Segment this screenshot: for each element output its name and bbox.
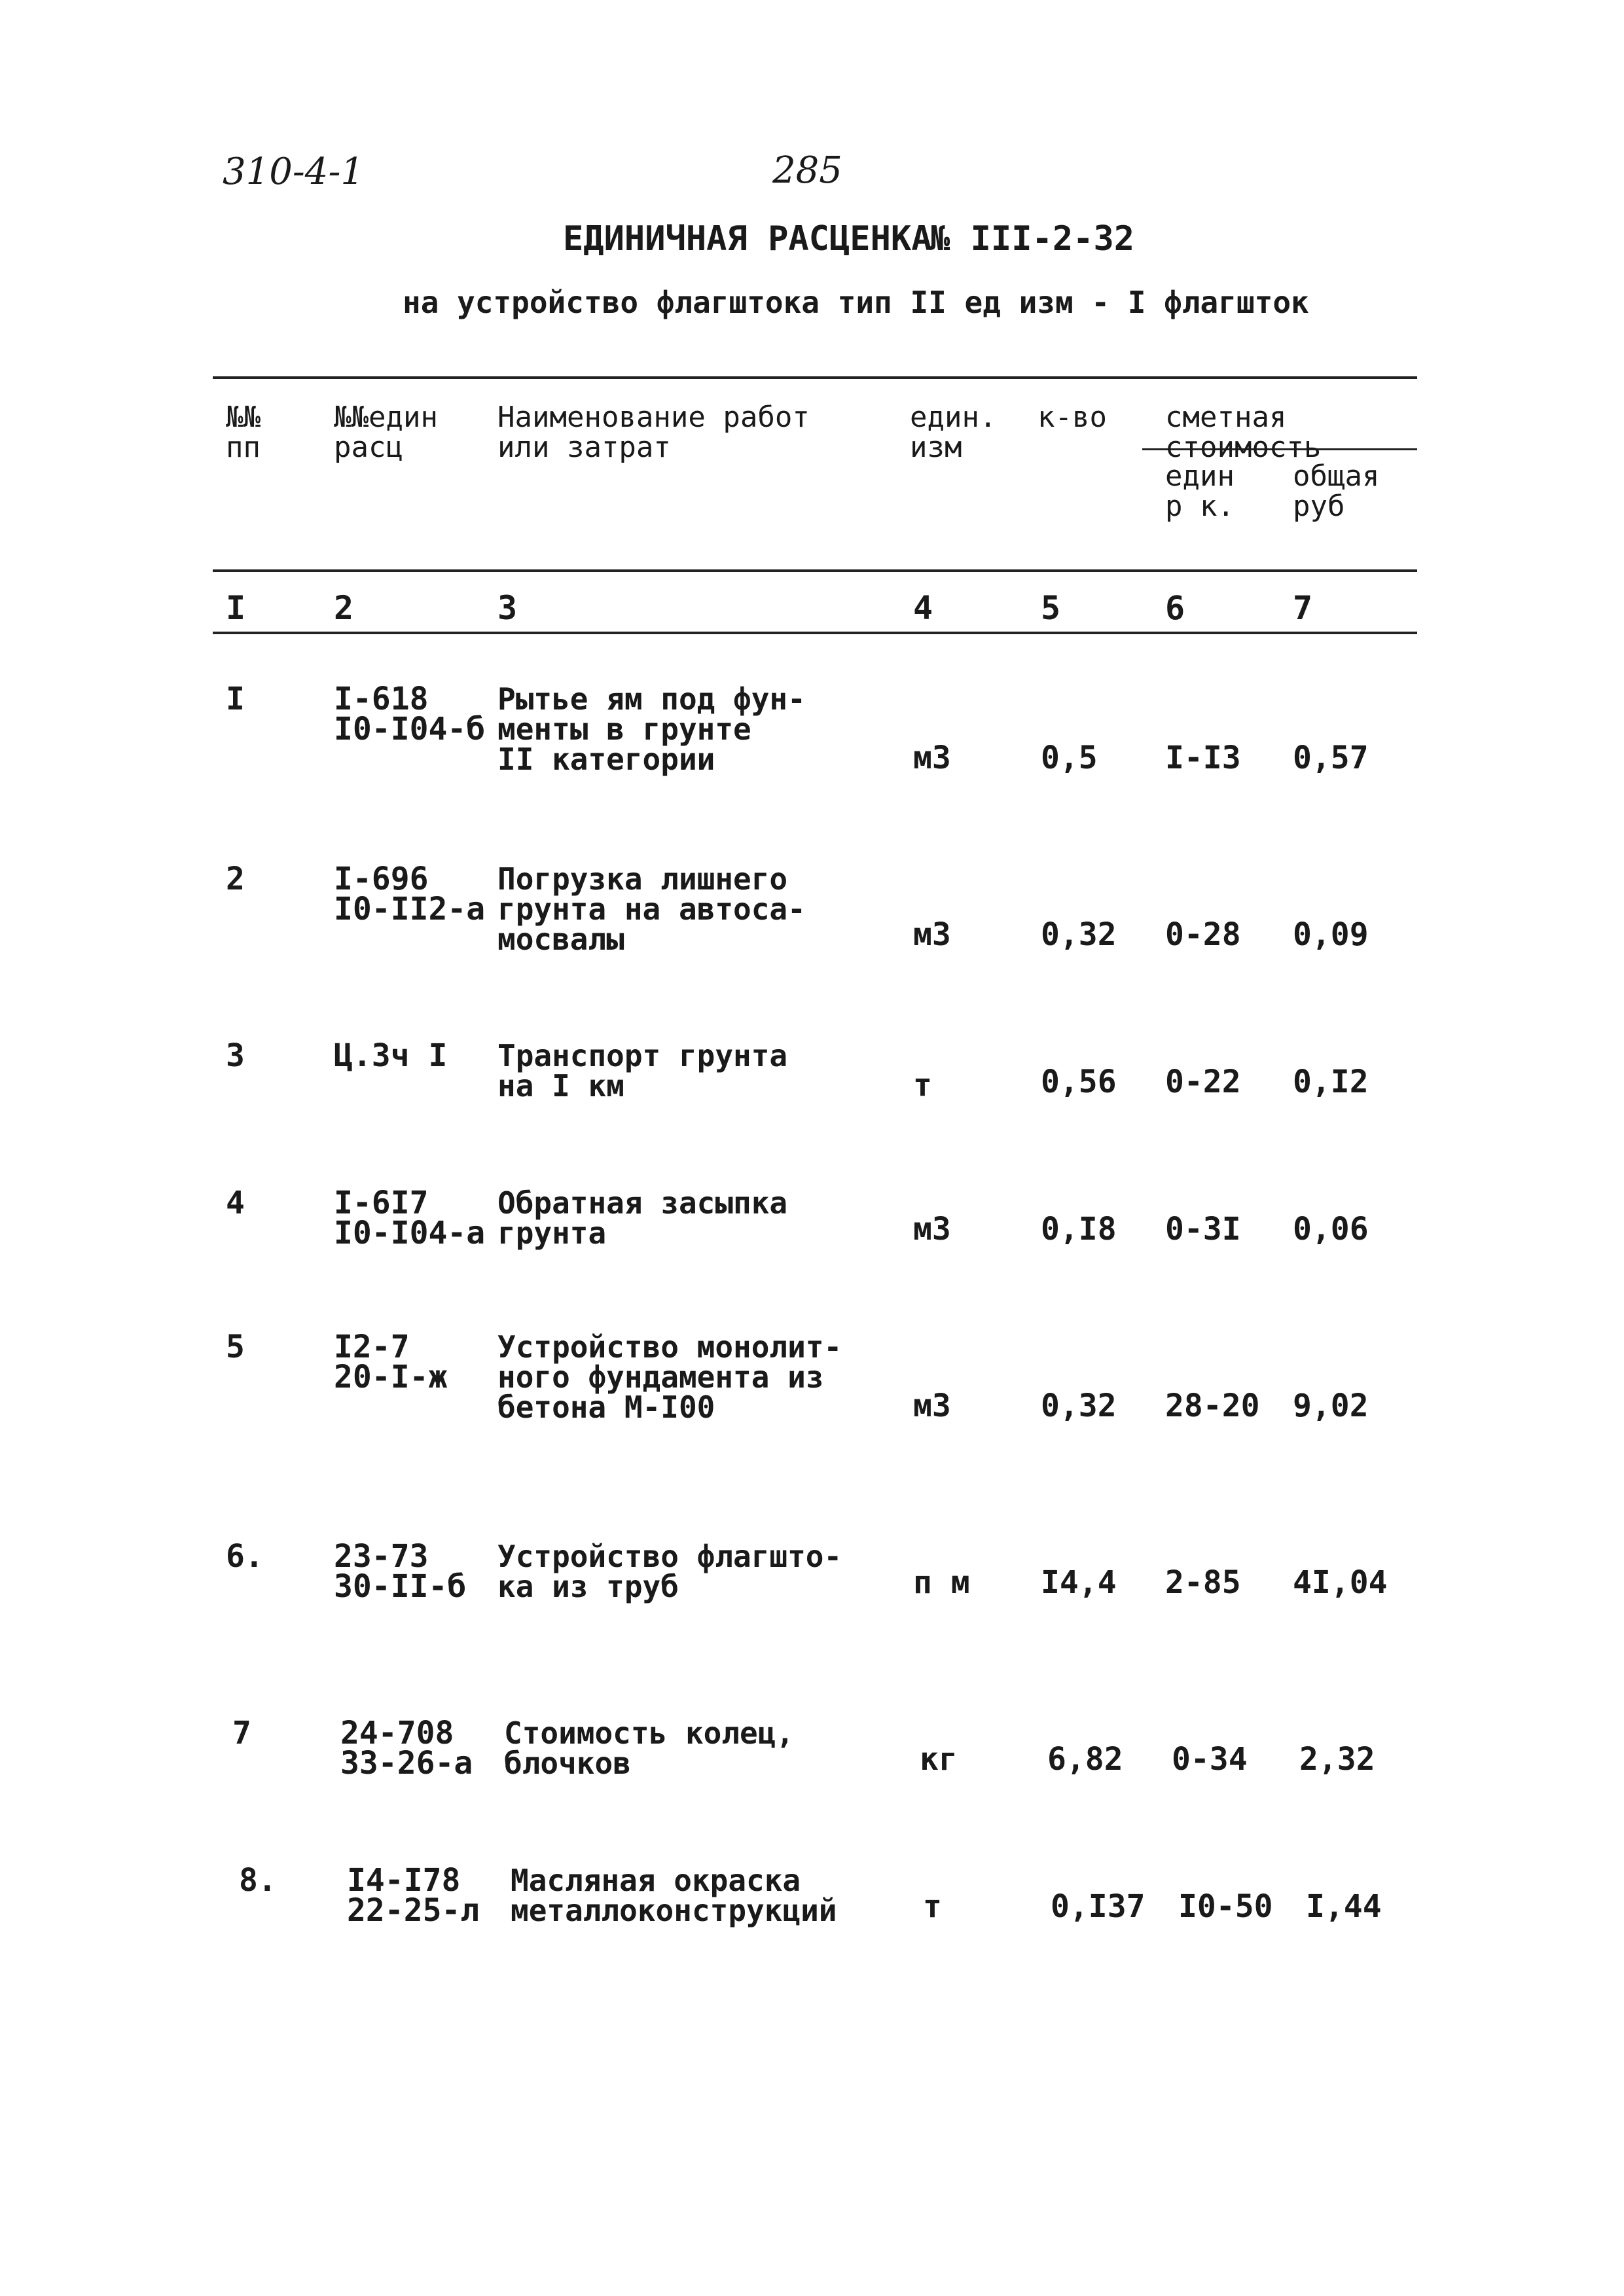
page-number: 285	[772, 149, 842, 192]
column-number: 7	[1293, 589, 1313, 627]
quantity: 0,32	[1041, 916, 1117, 953]
header-unit-cost: един р к.	[1165, 459, 1235, 523]
document-code: 310-4-1	[223, 151, 364, 193]
row-number: 4	[226, 1185, 245, 1221]
work-name: Устройство флагшто- ка из труб	[497, 1539, 842, 1604]
unit-cost: I0-50	[1178, 1888, 1273, 1925]
rate-number: № III-2-32	[929, 219, 1135, 259]
rate-code: 24-708 33-26-а	[340, 1715, 473, 1782]
total-cost: 2,32	[1299, 1741, 1375, 1778]
work-name: Транспорт грунта на I км	[497, 1038, 788, 1103]
unit: м3	[913, 740, 951, 776]
header-row-number: №№ пп	[226, 401, 261, 464]
rate-code: I-618 I0-I04-б	[334, 681, 486, 747]
header-total-cost: общая руб	[1293, 459, 1380, 523]
rate-code: I-6I7 I0-I04-а	[334, 1185, 486, 1251]
column-number: 4	[913, 589, 933, 627]
rate-code: I2-7 20-I-ж	[334, 1329, 448, 1395]
row-number: 6.	[226, 1538, 264, 1575]
quantity: I4,4	[1041, 1564, 1117, 1601]
unit-cost: 28-20	[1165, 1388, 1260, 1424]
total-cost: 0,06	[1293, 1211, 1369, 1247]
unit-cost: 0-3I	[1165, 1211, 1241, 1247]
row-number: 7	[232, 1715, 251, 1751]
total-cost: 0,57	[1293, 740, 1369, 776]
unit: п м	[913, 1564, 970, 1601]
row-number: I	[226, 681, 245, 717]
quantity: 0,32	[1041, 1388, 1117, 1424]
unit-cost: 0-22	[1165, 1064, 1241, 1100]
row-number: 3	[226, 1037, 245, 1074]
work-name: Погрузка лишнего грунта на автоса- мосвалы	[497, 861, 806, 957]
unit-cost: 0-34	[1172, 1741, 1248, 1778]
unit: т	[913, 1067, 932, 1103]
header-estimated-cost: сметная стоимость	[1165, 403, 1322, 463]
work-name: Масляная окраска металлоконструкций	[511, 1863, 837, 1928]
table-top-rule	[213, 376, 1417, 379]
total-cost: 0,09	[1293, 916, 1369, 953]
rate-code: 23-73 30-II-б	[334, 1538, 467, 1605]
total-cost: 0,I2	[1293, 1064, 1369, 1100]
column-number: 6	[1165, 589, 1185, 627]
header-work-name: Наименование работ или затрат	[497, 401, 810, 464]
unit: т	[923, 1888, 942, 1925]
total-cost: 4I,04	[1293, 1564, 1388, 1601]
work-name: Рытье ям под фун- менты в грунте II категории	[497, 681, 806, 777]
unit: м3	[913, 1211, 951, 1247]
total-cost: I,44	[1306, 1888, 1382, 1925]
quantity: 6,82	[1047, 1741, 1123, 1778]
work-name: Обратная засыпка грунта	[497, 1185, 788, 1251]
total-cost: 9,02	[1293, 1388, 1369, 1424]
unit-cost: 2-85	[1165, 1564, 1241, 1601]
quantity: 0,I37	[1051, 1888, 1146, 1925]
row-number: 2	[226, 861, 245, 897]
document-title: ЕДИНИЧНАЯ РАСЦЕНКА	[563, 219, 932, 259]
header-quantity: к-во	[1038, 401, 1107, 434]
column-number: 3	[497, 589, 518, 627]
quantity: 0,I8	[1041, 1211, 1117, 1247]
column-number: 2	[334, 589, 354, 627]
quantity: 0,56	[1041, 1064, 1117, 1100]
rate-code: I-696 I0-II2-а	[334, 861, 486, 927]
column-numbers-rule	[213, 632, 1417, 634]
row-number: 5	[226, 1329, 245, 1365]
column-number: I	[226, 589, 246, 627]
work-name: Устройство монолит- ного фундамента из бетона М-I00	[497, 1329, 842, 1425]
rate-code: I4-I78 22-25-л	[347, 1862, 480, 1929]
quantity: 0,5	[1041, 740, 1098, 776]
header-rate-code: №№един расц	[334, 401, 438, 464]
unit: м3	[913, 1388, 951, 1424]
header-unit: един. изм	[910, 401, 997, 464]
column-number: 5	[1041, 589, 1061, 627]
unit-cost: 0-28	[1165, 916, 1241, 953]
document-subtitle: на устройство флагштока тип II ед изм - I флагшток	[403, 285, 1309, 320]
unit-cost: I-I3	[1165, 740, 1241, 776]
work-name: Стоимость колец, блочков	[504, 1715, 795, 1781]
unit: кг	[920, 1741, 958, 1778]
unit: м3	[913, 916, 951, 953]
header-bottom-rule	[213, 569, 1417, 572]
rate-code: Ц.3ч I	[334, 1037, 448, 1074]
row-number: 8.	[239, 1862, 277, 1899]
